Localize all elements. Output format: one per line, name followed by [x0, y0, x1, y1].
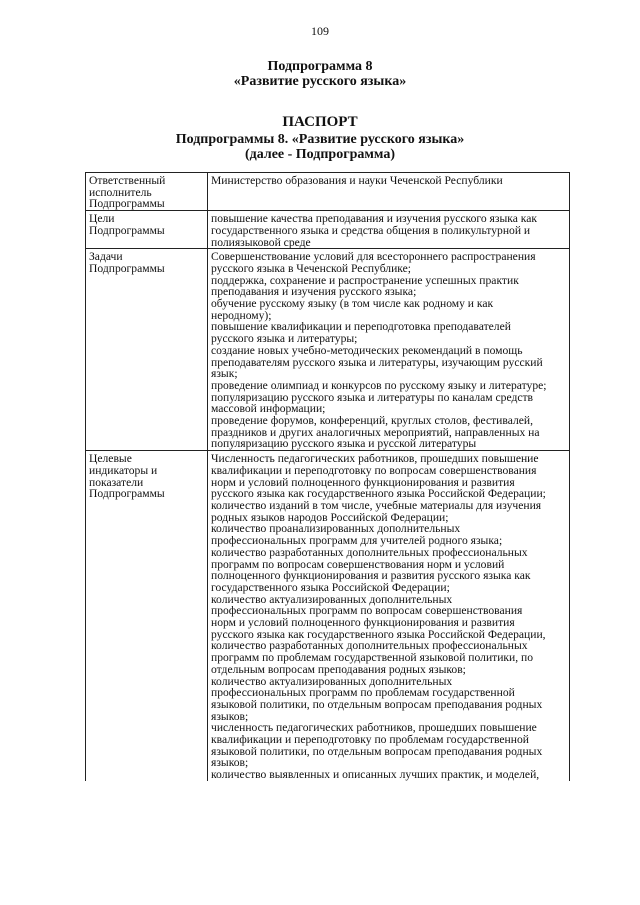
row-label-indicators: [86, 451, 208, 781]
subprogram-title: Подпрограмма 8: [267, 59, 373, 74]
value-line: создание новых учебно-методических рекомендаций в помощь: [211, 343, 523, 357]
label-line: индикаторы и: [89, 463, 158, 477]
label-line: показатели: [89, 475, 144, 489]
value-line: государственного языка и средства общения в поликультурной и: [211, 223, 531, 237]
label-line: Подпрограммы: [89, 197, 165, 211]
value-line: Министерство образования и науки Чеченской Республики: [211, 174, 503, 187]
value-line: программ по проблемам государственной языковой политики, по: [211, 651, 534, 665]
row-label-tasks: [86, 249, 208, 451]
row-value-responsible: [208, 173, 570, 211]
table-row: [86, 211, 570, 249]
value-line: поддержка, сохранение и распространение успешных практик: [211, 273, 519, 287]
value-line: количество выявленных и описанных лучших практик, и моделей,: [211, 768, 540, 781]
value-line: проведение форумов, конференций, круглых столов, фестивалей,: [211, 414, 533, 428]
value-line: родных языков народов Российской Федерации;: [211, 510, 449, 524]
value-line: Совершенствование условий для всестороннего распространения: [211, 250, 536, 264]
label-line: исполнитель: [89, 185, 152, 199]
value-line: популяризацию русского языка и русской литературы: [211, 437, 477, 451]
label-line: Задачи: [89, 250, 123, 264]
value-line: численность педагогических работников, прошедших повышение: [211, 721, 537, 735]
table-row: [86, 249, 570, 451]
value-line: государственного языка Российской Федерации;: [211, 580, 450, 594]
row-value-goals: [208, 211, 570, 249]
value-line: программ по вопросам совершенствования норм и условий: [211, 557, 505, 571]
table-row: [86, 173, 570, 211]
table-row: [86, 451, 570, 781]
label-line: Подпрограммы: [89, 487, 165, 501]
value-line: полноценного функционирования и развития русского языка как: [211, 569, 531, 583]
value-line: норм и условий полноценного функционирования и развития: [211, 616, 515, 630]
value-line: неродному);: [211, 308, 272, 322]
value-line: русского языка как государственного языка Российской Федерации,: [211, 627, 546, 641]
label-line: Целевые: [89, 452, 132, 466]
value-line: обучение русскому языку (в том числе как родному и как: [211, 297, 494, 311]
value-line: профессиональных программ для учителей родного языка;: [211, 534, 503, 548]
value-line: количество проанализированных дополнительных: [211, 522, 461, 536]
value-line: преподавателям русского языка и литературы, изучающим русский: [211, 355, 543, 369]
value-line: повышение квалификации и переподготовка преподавателей: [211, 320, 511, 334]
value-line: профессиональных программ по проблемам государственной: [211, 686, 515, 700]
value-line: популяризацию русского языка и литературы по каналам средств: [211, 390, 534, 404]
value-line: отдельным вопросам преподавания родных языков;: [211, 662, 466, 676]
value-line: языков;: [211, 709, 249, 723]
value-line: профессиональных программ по вопросам совершенствования: [211, 604, 523, 618]
row-label-goals: [86, 211, 208, 249]
row-value-tasks: [208, 249, 570, 451]
label-line: Ответственный: [89, 174, 166, 187]
passport-subtitle: Подпрограммы 8. «Развитие русского языка»: [175, 132, 465, 147]
value-line: преподавания и изучения русского языка;: [211, 285, 417, 299]
value-line: русского языка в Чеченской Республике;: [211, 261, 412, 275]
passport-title: ПАСПОРТ: [282, 114, 358, 130]
value-line: языков;: [211, 756, 249, 770]
value-line: язык;: [211, 367, 238, 381]
passport-table: [85, 172, 570, 781]
row-value-indicators: [208, 451, 570, 781]
page-number: 109: [311, 24, 329, 38]
value-line: русского языка и литературы;: [211, 332, 358, 346]
value-line: языковой политики, по отдельным вопросам преподавания родных: [211, 697, 543, 711]
value-line: Численность педагогических работников, прошедших повышение: [211, 452, 539, 466]
value-line: квалификации и переподготовку по проблемам государственной: [211, 733, 529, 747]
value-line: полиязыковой среде: [211, 235, 311, 249]
label-line: Подпрограммы: [89, 261, 165, 275]
value-line: количество разработанных дополнительных профессиональных: [211, 639, 528, 653]
row-label-responsible: [86, 173, 208, 211]
label-line: Подпрограммы: [89, 223, 165, 237]
value-line: массовой информации;: [211, 402, 326, 416]
value-line: количество разработанных дополнительных профессиональных: [211, 545, 528, 559]
value-line: норм и условий полноценного функционирования и развития: [211, 475, 515, 489]
value-line: языковой политики, по отдельным вопросам преподавания родных: [211, 744, 543, 758]
value-line: количество изданий в том числе, учебные материалы для изучения: [211, 498, 542, 512]
value-line: повышение качества преподавания и изучения русского языка как: [211, 212, 537, 226]
passport-subtitle-note: (далее - Подпрограмма): [244, 147, 395, 162]
subprogram-name: «Развитие русского языка»: [233, 74, 407, 89]
value-line: квалификации и переподготовку по вопросам совершенствования: [211, 463, 537, 477]
value-line: проведение олимпиад и конкурсов по русскому языку и литературе;: [211, 378, 547, 392]
value-line: русского языка как государственного языка Российской Федерации;: [211, 487, 546, 501]
value-line: праздников и других аналогичных мероприятий, направленных на: [211, 425, 540, 439]
label-line: Цели: [89, 212, 115, 226]
value-line: количество актуализированных дополнительных: [211, 592, 453, 606]
value-line: количество актуализированных дополнительных: [211, 674, 453, 688]
